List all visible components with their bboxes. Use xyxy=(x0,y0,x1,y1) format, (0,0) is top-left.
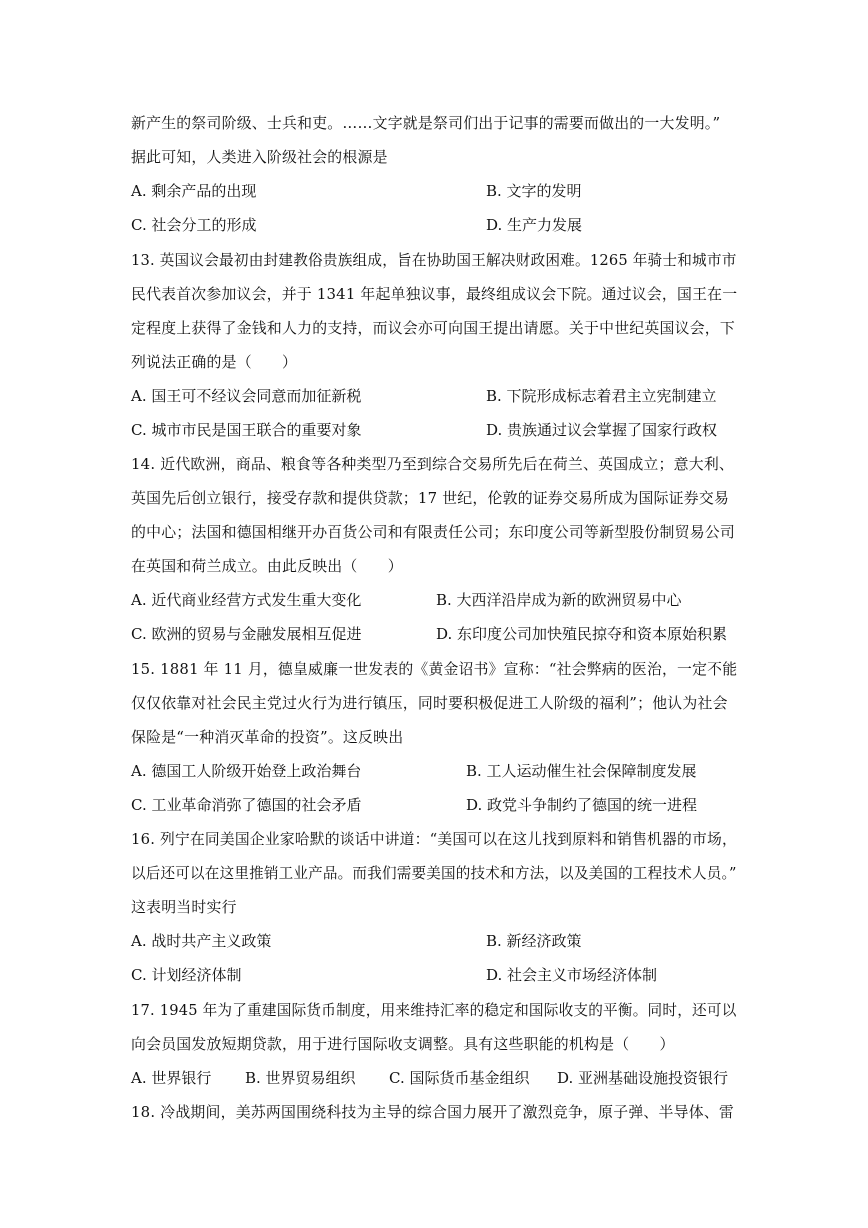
q18-text-line: 18. 冷战期间，美苏两国围绕科技为主导的综合国力展开了激烈竞争，原子弹、半导体、雷 xyxy=(131,1103,735,1121)
q13-option-a: A. 国王可不经议会同意而加征新税 xyxy=(131,387,362,405)
q12-option-b: B. 文字的发明 xyxy=(486,182,582,200)
q16-option-b: B. 新经济政策 xyxy=(486,932,582,950)
q13-option-b: B. 下院形成标志着君主立宪制建立 xyxy=(486,387,717,405)
q13-option-c: C. 城市市民是国王联合的重要对象 xyxy=(131,421,362,439)
q15-text-line: 15. 1881 年 11 月，德皇威廉一世发表的《黄金诏书》宣称：“社会弊病的医治，一定不能 xyxy=(131,660,738,678)
q16-stem: 这表明当时实行 xyxy=(131,898,237,916)
q15-stem: 保险是“一种消灭革命的投资”。这反映出 xyxy=(131,728,404,746)
q17-stem: 向会员国发放短期贷款，用于进行国际收支调整。具有这些职能的机构是（ ） xyxy=(131,1035,675,1053)
q16-text-line: 以后还可以在这里推销工业产品。而我们需要美国的技术和方法，以及美国的工程技术人员。” xyxy=(131,864,737,882)
q14-option-a: A. 近代商业经营方式发生重大变化 xyxy=(131,591,362,609)
q17-option-c: C. 国际货币基金组织 xyxy=(389,1069,530,1087)
q12-option-a: A. 剩余产品的出现 xyxy=(131,182,257,200)
q16-option-d: D. 社会主义市场经济体制 xyxy=(486,966,658,984)
q12-option-c: C. 社会分工的形成 xyxy=(131,216,257,234)
q16-option-a: A. 战时共产主义政策 xyxy=(131,932,272,950)
q17-text-line: 17. 1945 年为了重建国际货币制度，用来维持汇率的稳定和国际收支的平衡。同时，还可以 xyxy=(131,1001,737,1019)
q13-option-d: D. 贵族通过议会掌握了国家行政权 xyxy=(486,421,718,439)
q12-stem: 据此可知，人类进入阶级社会的根源是 xyxy=(131,148,388,166)
q17-option-a: A. 世界银行 xyxy=(131,1069,212,1087)
q12-option-d: D. 生产力发展 xyxy=(486,216,583,234)
q14-text-line: 的中心；法国和德国相继开办百货公司和有限责任公司；东印度公司等新型股份制贸易公司 xyxy=(131,523,736,541)
q14-option-c: C. 欧洲的贸易与金融发展相互促进 xyxy=(131,625,362,643)
q12-text-line: 新产生的祭司阶级、士兵和吏。……文字就是祭司们出于记事的需要而做出的一大发明。” xyxy=(131,114,721,132)
q13-text-line: 定程度上获得了金钱和人力的支持，而议会亦可向国王提出请愿。关于中世纪英国议会，下 xyxy=(131,319,736,337)
q16-text-line: 16. 列宁在同美国企业家哈默的谈话中讲道：“美国可以在这儿找到原料和销售机器的市场， xyxy=(131,830,737,848)
q14-option-b: B. 大西洋沿岸成为新的欧洲贸易中心 xyxy=(436,591,682,609)
q16-option-c: C. 计划经济体制 xyxy=(131,966,242,984)
q13-stem: 列说法正确的是（ ） xyxy=(131,353,298,371)
q15-option-c: C. 工业革命消弥了德国的社会矛盾 xyxy=(131,796,362,814)
q15-option-d: D. 政党斗争制约了德国的统一进程 xyxy=(466,796,698,814)
q17-option-d: D. 亚洲基础设施投资银行 xyxy=(557,1069,729,1087)
q14-stem: 在英国和荷兰成立。由此反映出（ ） xyxy=(131,557,403,575)
q15-option-b: B. 工人运动催生社会保障制度发展 xyxy=(466,762,697,780)
q14-text-line: 14. 近代欧洲，商品、粮食等各种类型乃至到综合交易所先后在荷兰、英国成立；意大利、 xyxy=(131,455,735,473)
q14-option-d: D. 东印度公司加快殖民掠夺和资本原始积累 xyxy=(436,625,728,643)
q17-option-b: B. 世界贸易组织 xyxy=(245,1069,356,1087)
q13-text-line: 民代表首次参加议会，并于 1341 年起单独议事，最终组成议会下院。通过议会，国王在一 xyxy=(131,285,738,303)
q15-text-line: 仅仅依靠对社会民主党过火行为进行镇压，同时要积极促进工人阶级的福利”；他认为社会 xyxy=(131,694,728,712)
q13-text-line: 13. 英国议会最初由封建教俗贵族组成，旨在协助国王解决财政困难。1265 年骑士和城市市 xyxy=(131,251,737,269)
q15-option-a: A. 德国工人阶级开始登上政治舞台 xyxy=(131,762,362,780)
q14-text-line: 英国先后创立银行，接受存款和提供贷款；17 世纪，伦敦的证券交易所成为国际证券交易 xyxy=(131,489,730,507)
